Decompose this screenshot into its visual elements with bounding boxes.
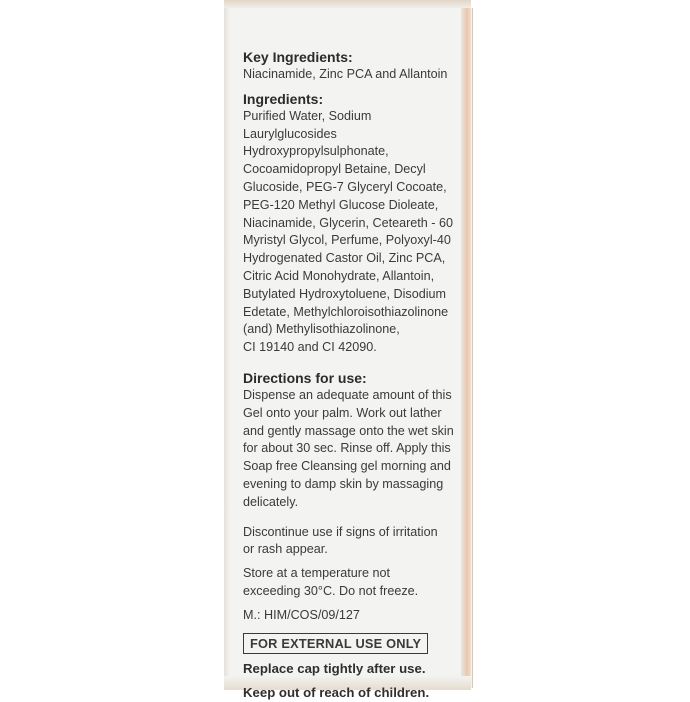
irritation-warning: Discontinue use if signs of irritation or rash appear. — [243, 524, 438, 557]
cap-note: Replace cap tightly after use. — [243, 661, 426, 677]
storage-instructions: Store at a temperature not exceeding 30°C. Do not freeze. — [243, 566, 419, 598]
external-use-badge: FOR EXTERNAL USE ONLY — [243, 633, 428, 655]
label-text-block — [243, 48, 463, 702]
license-number: M.: HIM/COS/09/127 — [243, 607, 360, 622]
ingredients-text: Purified Water, Sodium Laurylglucosides Hydroxypropylsulphonate, Cocoamidopropyl Betaine, Decyl Glucoside, PEG-7 Glyceryl Cocoate, PEG-120 Methyl Glucose Dioleate, Niacinamide, Glycerin, Ceteareth - 60 Myristyl Glycol, Perfume, Polyoxyl-40 Hydrogenated Castor Oil, Zinc PCA, Citric Acid Monohydrate, Allantoin, Butylated Hydroxytoluene, Disodium Edetate, Methylchloroisothiazolinone (and) Methylisothiazolinone, CI 19140 and CI 42090. — [243, 108, 453, 355]
ingredients-heading: Ingredients: — [243, 90, 324, 107]
children-warning: Keep out of reach of children. — [243, 685, 430, 701]
directions-text: Dispense an adequate amount of this Gel onto your palm. Work out lather and gently massage onto the wet skin for about 30 sec. Rinse off. Apply this Soap free Cleansing gel morning and evening to damp skin by massaging delicately. — [243, 387, 454, 509]
key-ingredients-heading: Key Ingredients: — [243, 49, 353, 65]
directions-heading: Directions for use: — [243, 369, 367, 386]
key-ingredients-text: Niacinamide, Zinc PCA and Allantoin — [243, 67, 448, 81]
box-left-fold — [224, 8, 230, 688]
